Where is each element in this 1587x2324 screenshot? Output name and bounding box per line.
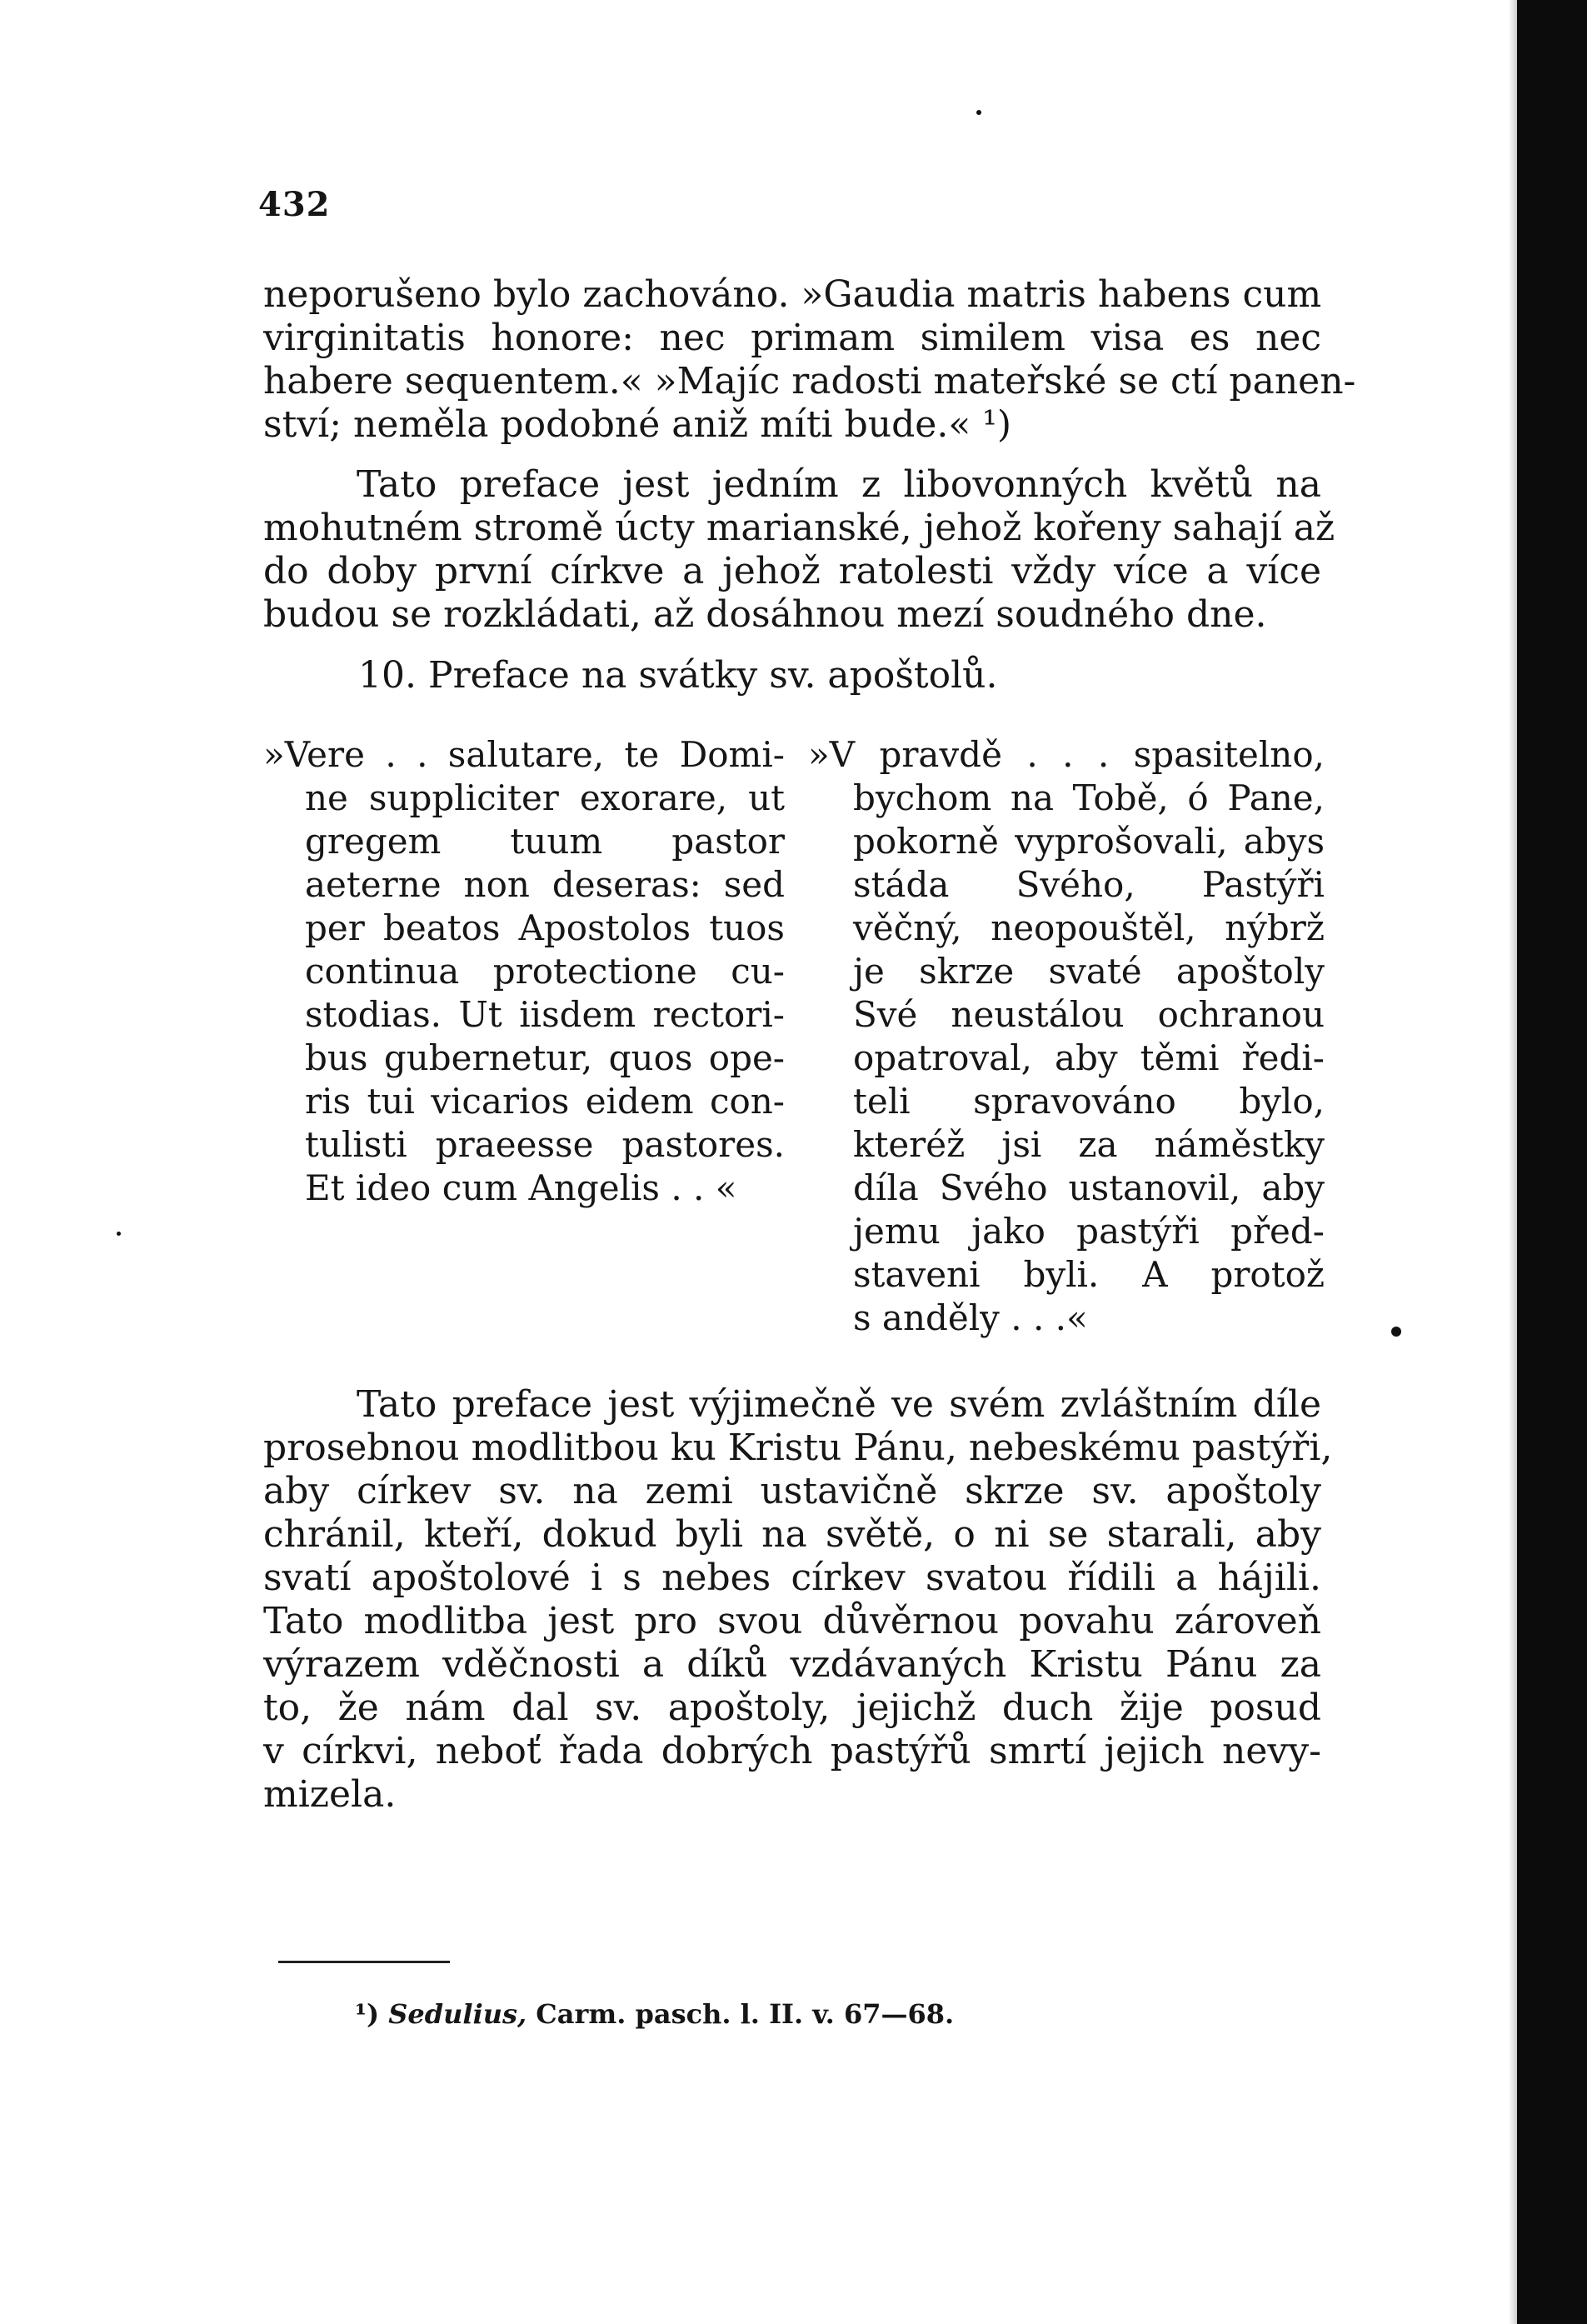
latin-line: ne suppliciter exorare, ut [305,777,785,818]
czech-line: Své neustálou ochranou [853,994,1325,1035]
paragraph2-line: Tato preface jest jedním z libovonných květů na [357,463,1321,506]
paragraph1-line: neporušeno bylo zachováno. »Gaudia matris habens cum [263,273,1322,316]
scan-border [1517,0,1587,2324]
footnote [355,1998,954,2030]
paragraph1-line: habere sequentem.« »Majíc radosti mateřské se ctí panen- [263,360,1356,402]
paragraph3-line: v církvi, neboť řada dobrých pastýřů smrtí jejich nevy- [263,1730,1321,1772]
latin-line: »Vere . . salutare, te Domi- [263,734,785,775]
paragraph3-line: Tato preface jest výjimečně ve svém zvláštním díle [357,1383,1321,1426]
paragraph3-line: mizela. [263,1773,397,1816]
scan-speck [1391,1327,1401,1337]
footnote-marker: ¹) [355,1998,380,2030]
paragraph2-line: do doby první církve a jehož ratolesti vždy více a více [263,550,1321,592]
czech-line: pokorně vyprošovali, abys [853,821,1325,862]
paragraph3-line: prosebnou modlitbou ku Kristu Pánu, nebeskému pastýři, [263,1427,1333,1469]
paragraph3-line: výrazem vděčnosti a díků vzdávaných Kristu Pánu za [263,1643,1321,1686]
paragraph3-line: svatí apoštolové i s nebes církev svatou řídili a hájili. [263,1557,1321,1599]
czech-line: bychom na Tobě, ó Pane, [853,777,1325,818]
czech-line: díla Svého ustanovil, aby [853,1167,1325,1208]
paragraph1-line: ství; neměla podobné aniž míti bude.« ¹) [263,403,1012,446]
paragraph1-line: virginitatis honore: nec primam similem visa es nec [263,317,1321,359]
czech-line: kteréž jsi za náměstky [853,1124,1325,1165]
latin-line: ris tui vicarios eidem con- [305,1081,785,1122]
czech-line: teli spravováno bylo, [853,1081,1325,1122]
paragraph2-line: mohutném stromě úcty marianské, jehož kořeny sahají až [263,507,1335,549]
paragraph3-line: aby církev sv. na zemi ustavičně skrze sv. apoštoly [263,1470,1321,1512]
scan-speck [976,110,981,115]
page-edge-shadow [1509,0,1517,2324]
latin-line: tulisti praeesse pastores. [305,1124,785,1165]
czech-line: opatroval, aby těmi ředi- [853,1037,1325,1078]
latin-line: stodias. Ut iisdem rectori- [305,994,785,1035]
czech-line: »V pravdě . . . spasitelno, [808,734,1325,775]
paragraph3-line: Tato modlitba jest pro svou důvěrnou povahu zároveň [263,1600,1321,1642]
footnote-reference: Carm. pasch. l. II. v. 67—68. [536,1998,955,2030]
czech-line: staveni byli. A protož [853,1254,1325,1295]
czech-line: je skrze svaté apoštoly [853,951,1325,992]
footnote-rule [278,1961,450,1963]
czech-line: věčný, neopouštěl, nýbrž [853,907,1325,948]
latin-line: per beatos Apostolos tuos [305,907,785,948]
paragraph3-line: chránil, kteří, dokud byli na světě, o ni se starali, aby [263,1513,1321,1556]
latin-line: Et ideo cum Angelis . . « [305,1167,737,1208]
page-number: 432 [258,185,331,224]
latin-line: gregem tuum pastor [305,821,785,862]
latin-line: continua protectione cu- [305,951,785,992]
paragraph3-line: to, že nám dal sv. apoštoly, jejichž duch žije posud [263,1687,1321,1729]
section-heading: 10. Preface na svátky sv. apoštolů. [358,654,998,697]
czech-line: jemu jako pastýři před- [853,1211,1325,1252]
czech-line: s anděly . . .« [853,1297,1088,1338]
czech-line: stáda Svého, Pastýři [853,864,1325,905]
paragraph2-line: budou se rozkládati, až dosáhnou mezí soudného dne. [263,593,1267,636]
latin-line: aeterne non deseras: sed [305,864,785,905]
footnote-author: Sedulius, [388,1998,527,2030]
scan-speck [117,1232,121,1236]
latin-line: bus gubernetur, quos ope- [305,1037,785,1078]
